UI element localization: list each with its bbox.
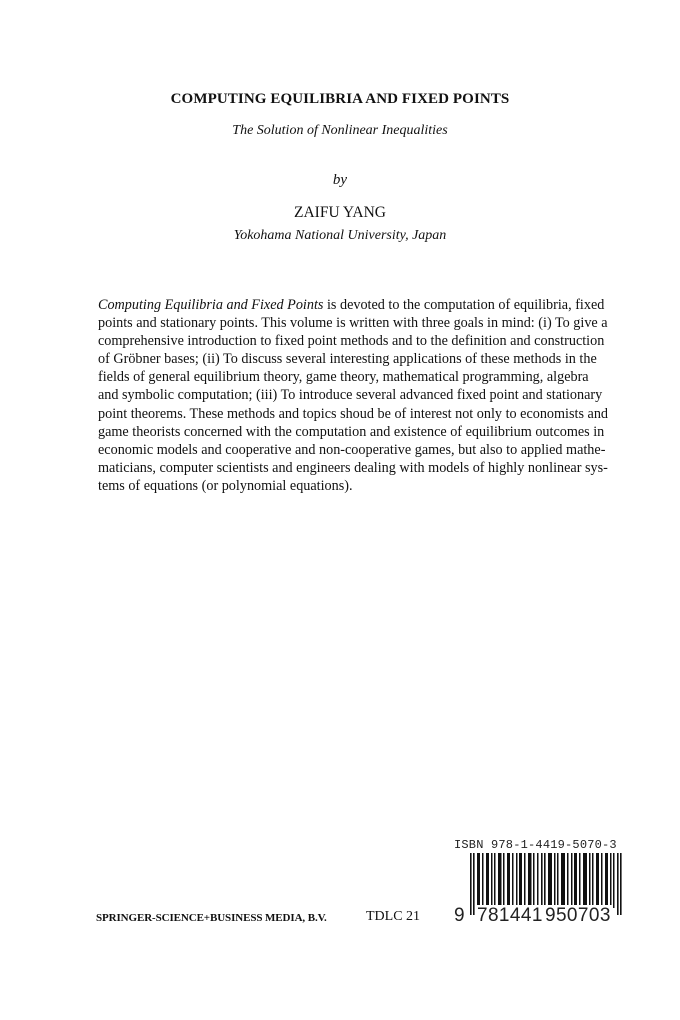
description-line: tems of equations (or polynomial equations). <box>98 477 353 494</box>
author-affiliation: Yokohama National University, Japan <box>233 228 447 243</box>
description-line: game theorists concerned with the computation and existence of equilibrium outcomes in <box>98 423 605 440</box>
description-line: maticians, computer scientists and engineers dealing with models of highly nonlinear sys- <box>98 459 608 476</box>
isbn-barcode <box>428 838 618 930</box>
publisher-name: SPRINGER-SCIENCE+BUSINESS MEDIA, B.V. <box>96 912 327 924</box>
book-subtitle: The Solution of Nonlinear Inequalities <box>232 123 448 138</box>
description-line: points and stationary points. This volume is written with three goals in mind: (i) To give a <box>98 315 608 332</box>
description-line: point theorems. These methods and topics shoud be of interest not only to economists and <box>98 405 609 422</box>
byline: by <box>332 172 348 188</box>
barcode-digit-group-right: 950703 <box>545 905 611 926</box>
author-name: ZAIFU YANG <box>294 204 386 221</box>
description-line: economic models and cooperative and non-cooperative games, but also to applied mathe- <box>98 441 606 458</box>
isbn-label: ISBN 978-1-4419-5070-3 <box>454 838 617 852</box>
book-title-italic: Computing Equilibria and Fixed Points <box>98 297 324 313</box>
description-line: Computing Equilibria and Fixed Points is devoted to the computation of equilibria, fixed <box>98 297 605 313</box>
barcode-lead-digit: 9 <box>454 905 465 926</box>
description-paragraph <box>98 296 609 495</box>
description-line: of Gröbner bases; (ii) To discuss several interesting applications of these methods in the <box>98 351 597 368</box>
description-line: and symbolic computation; (iii) To introduce several advanced fixed point and stationary <box>98 387 603 404</box>
barcode-digit-group-left: 781441 <box>477 905 543 926</box>
book-title: COMPUTING EQUILIBRIA AND FIXED POINTS <box>170 91 510 107</box>
series-code: TDLC 21 <box>366 909 421 924</box>
description-line: comprehensive introduction to fixed point methods and to the definition and construction <box>98 333 605 350</box>
description-line: fields of general equilibrium theory, game theory, mathematical programming, algebra <box>98 369 589 386</box>
